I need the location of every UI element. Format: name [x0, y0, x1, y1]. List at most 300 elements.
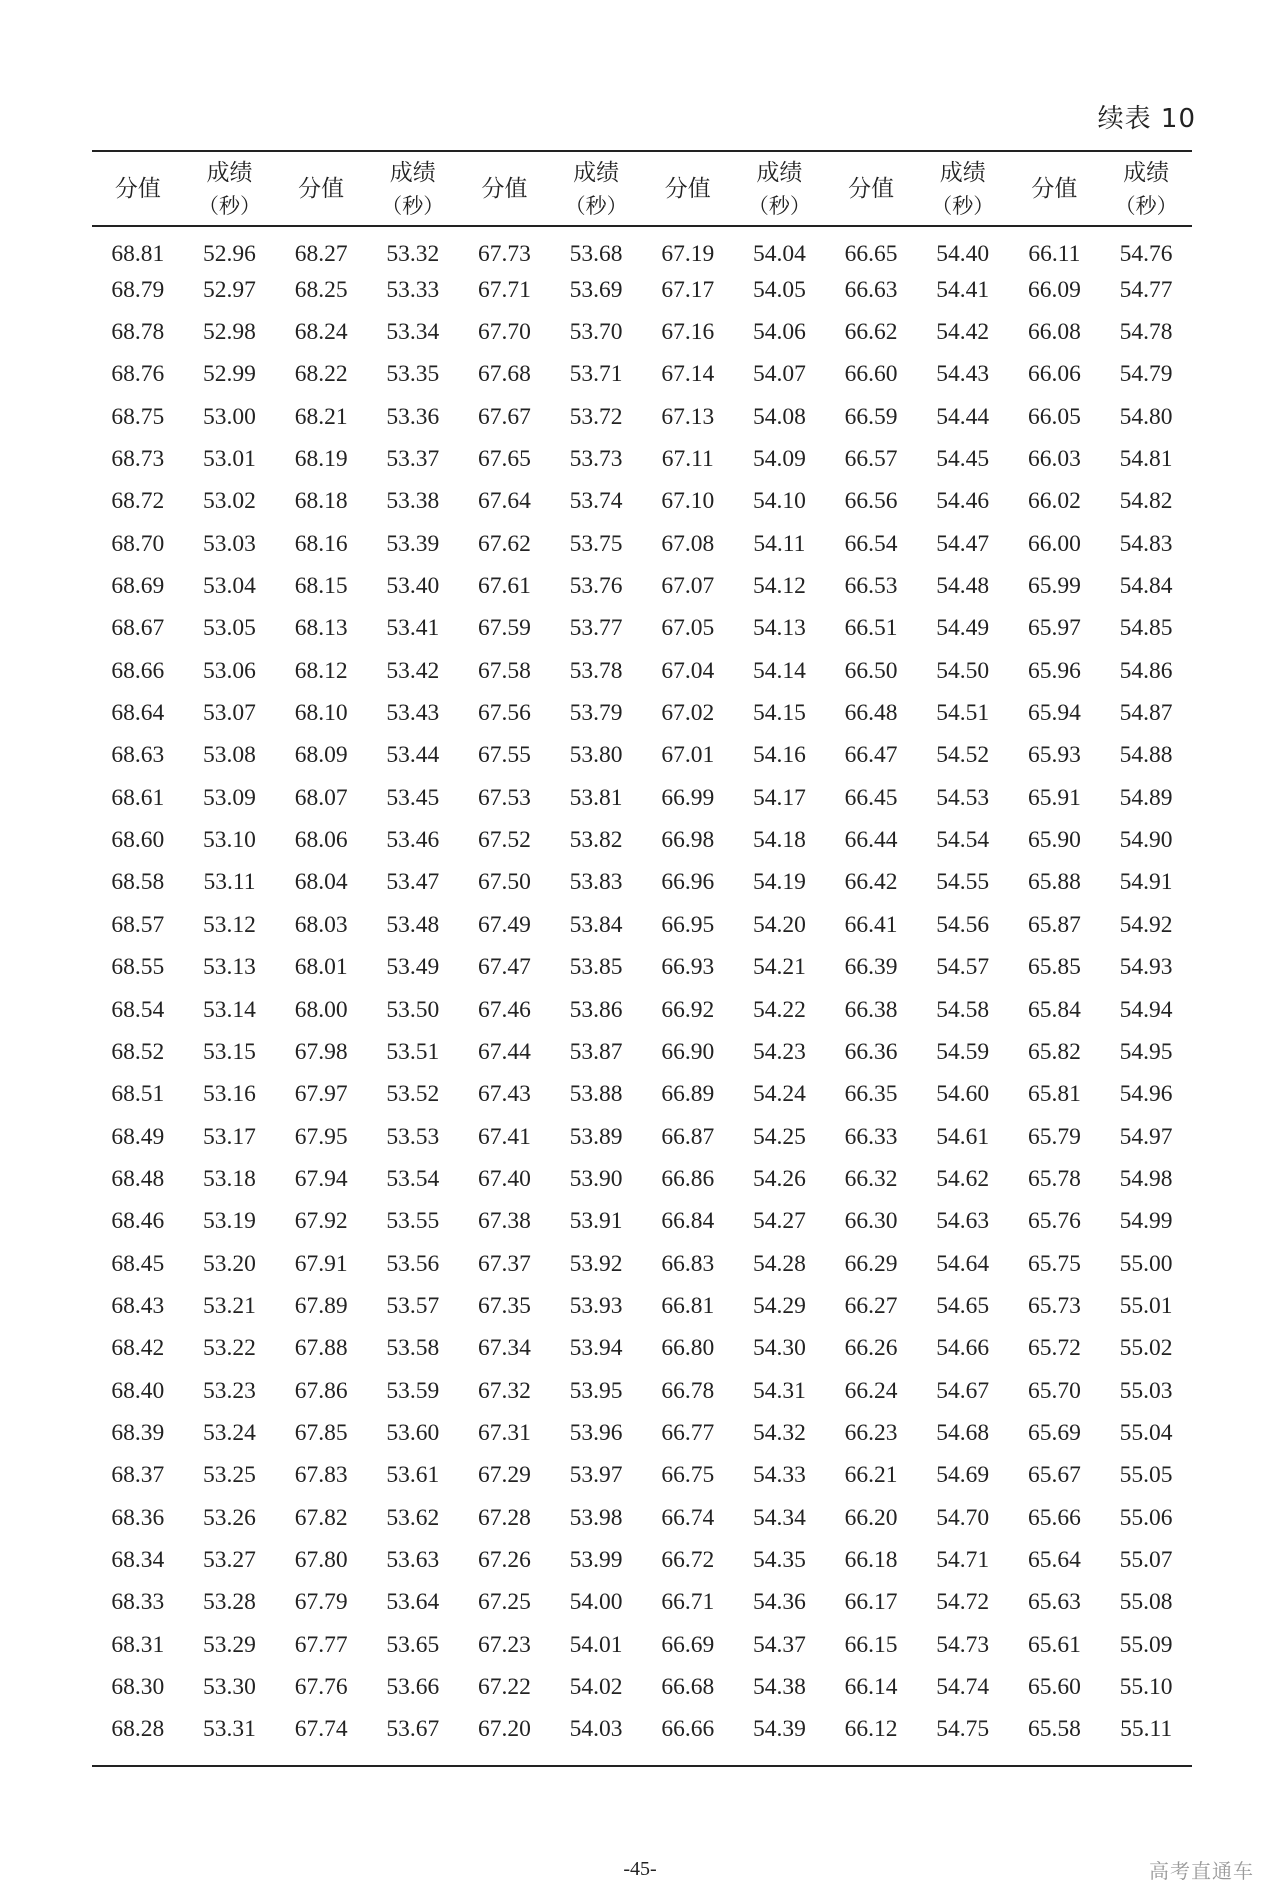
score-cell: 68.58 [111, 869, 165, 896]
time-cell: 54.39 [752, 1716, 806, 1743]
table-row [92, 650, 1192, 692]
time-cell: 53.96 [569, 1419, 623, 1446]
time-cell: 55.05 [1119, 1462, 1173, 1489]
score-cell: 67.76 [294, 1674, 348, 1701]
score-cell: 65.82 [1027, 1038, 1081, 1065]
score-cell: 67.35 [478, 1292, 531, 1319]
score-cell: 67.05 [661, 615, 715, 642]
score-cell: 67.11 [661, 446, 714, 473]
score-cell: 68.67 [111, 615, 165, 642]
time-cell: 53.64 [386, 1589, 440, 1616]
time-cell: 54.60 [936, 1081, 990, 1108]
time-cell: 53.58 [386, 1335, 440, 1362]
time-cell: 53.39 [386, 530, 440, 557]
score-cell: 68.06 [294, 827, 348, 854]
header-time [1100, 151, 1192, 226]
score-cell: 68.81 [111, 240, 165, 267]
time-cell: 53.12 [203, 911, 256, 938]
score-cell: 68.00 [294, 996, 348, 1023]
score-cell: 68.07 [294, 784, 348, 811]
score-cell: 66.71 [661, 1589, 715, 1616]
time-cell: 54.68 [936, 1419, 990, 1446]
table-row [92, 565, 1192, 607]
time-cell: 55.10 [1119, 1674, 1173, 1701]
header-unit: （秒） [564, 193, 628, 218]
header-unit: （秒） [381, 193, 445, 218]
time-cell: 53.54 [386, 1165, 440, 1192]
time-cell: 53.89 [569, 1123, 623, 1150]
score-cell: 67.43 [478, 1081, 531, 1108]
time-cell: 55.08 [1119, 1589, 1173, 1616]
header-label: 分值 [1031, 175, 1078, 202]
time-cell: 54.36 [752, 1589, 806, 1616]
score-cell: 67.68 [478, 361, 531, 388]
header-label: 分值 [114, 175, 161, 202]
score-cell: 66.27 [844, 1292, 898, 1319]
score-cell: 66.23 [844, 1419, 898, 1446]
header-label: 成绩 [573, 159, 620, 186]
time-cell: 53.23 [203, 1377, 256, 1404]
score-cell: 68.76 [111, 361, 165, 388]
score-cell: 66.95 [661, 911, 715, 938]
score-cell: 66.63 [844, 276, 898, 303]
time-cell: 53.50 [386, 996, 440, 1023]
score-cell: 67.73 [478, 240, 531, 267]
score-cell: 67.56 [478, 700, 531, 727]
score-cell: 66.15 [844, 1631, 898, 1658]
header-score [275, 151, 367, 226]
score-cell: 68.40 [111, 1377, 165, 1404]
table-body [92, 226, 1192, 1766]
header-score [459, 151, 551, 226]
score-cell: 65.97 [1027, 615, 1081, 642]
time-cell: 54.76 [1119, 240, 1173, 267]
time-cell: 54.95 [1119, 1038, 1173, 1065]
time-cell: 53.03 [203, 530, 256, 557]
score-cell: 66.24 [844, 1377, 898, 1404]
score-cell: 66.59 [844, 403, 898, 430]
time-cell: 53.08 [203, 742, 256, 769]
time-cell: 54.86 [1119, 657, 1173, 684]
score-cell: 67.31 [478, 1419, 531, 1446]
score-cell: 66.87 [661, 1123, 715, 1150]
score-cell: 67.16 [661, 319, 715, 346]
time-cell: 54.66 [936, 1335, 990, 1362]
time-cell: 53.78 [569, 657, 623, 684]
time-cell: 54.98 [1119, 1165, 1173, 1192]
time-cell: 54.84 [1119, 573, 1173, 600]
score-cell: 68.66 [111, 657, 165, 684]
time-cell: 54.21 [752, 954, 806, 981]
table-row [92, 1201, 1192, 1243]
time-cell: 54.61 [936, 1123, 990, 1150]
time-cell: 53.67 [386, 1716, 440, 1743]
time-cell: 54.28 [752, 1250, 806, 1277]
table-row [92, 692, 1192, 734]
header-label: 成绩 [939, 159, 986, 186]
header-time [550, 151, 642, 226]
time-cell: 54.35 [752, 1546, 806, 1573]
time-cell: 53.15 [203, 1038, 256, 1065]
time-cell: 53.60 [386, 1419, 440, 1446]
time-cell: 53.53 [386, 1123, 440, 1150]
table-row [92, 777, 1192, 819]
time-cell: 53.77 [569, 615, 623, 642]
time-cell: 53.57 [386, 1292, 440, 1319]
score-cell: 67.02 [661, 700, 715, 727]
table-caption: 续表 10 [1097, 104, 1196, 134]
score-cell: 66.96 [661, 869, 715, 896]
score-cell: 68.34 [111, 1546, 165, 1573]
score-cell: 66.47 [844, 742, 898, 769]
time-cell: 53.61 [386, 1462, 440, 1489]
time-cell: 53.92 [569, 1250, 623, 1277]
time-cell: 54.58 [936, 996, 990, 1023]
time-cell: 53.82 [569, 827, 623, 854]
time-cell: 53.02 [203, 488, 256, 515]
time-cell: 53.29 [203, 1631, 256, 1658]
score-cell: 68.78 [111, 319, 165, 346]
time-cell: 53.16 [203, 1081, 256, 1108]
header-label: 成绩 [756, 159, 803, 186]
score-cell: 68.45 [111, 1250, 165, 1277]
score-cell: 66.81 [661, 1292, 715, 1319]
time-cell: 53.45 [386, 784, 440, 811]
table-row [92, 523, 1192, 565]
time-cell: 54.04 [752, 240, 806, 267]
time-cell: 53.35 [386, 361, 440, 388]
score-cell: 65.79 [1027, 1123, 1081, 1150]
score-cell: 68.15 [294, 573, 348, 600]
score-cell: 67.19 [661, 240, 715, 267]
score-cell: 68.03 [294, 911, 348, 938]
score-cell: 66.05 [1027, 403, 1081, 430]
score-cell: 66.80 [661, 1335, 715, 1362]
time-cell: 54.59 [936, 1038, 990, 1065]
time-cell: 52.97 [203, 276, 256, 303]
table-row [92, 1624, 1192, 1666]
time-cell: 53.72 [569, 403, 623, 430]
score-cell: 68.39 [111, 1419, 165, 1446]
score-cell: 65.96 [1027, 657, 1081, 684]
time-cell: 53.91 [569, 1208, 623, 1235]
header-label: 分值 [848, 175, 895, 202]
score-cell: 66.98 [661, 827, 715, 854]
time-cell: 53.30 [203, 1674, 256, 1701]
table-row [92, 1709, 1192, 1766]
time-cell: 53.34 [386, 319, 440, 346]
time-cell: 53.51 [386, 1038, 440, 1065]
time-cell: 53.38 [386, 488, 440, 515]
time-cell: 53.66 [386, 1674, 440, 1701]
score-cell: 66.84 [661, 1208, 715, 1235]
score-cell: 68.27 [294, 240, 348, 267]
time-cell: 53.20 [203, 1250, 256, 1277]
score-cell: 68.60 [111, 827, 165, 854]
page-number: -45- [623, 1858, 657, 1880]
score-cell: 68.18 [294, 488, 348, 515]
time-cell: 55.03 [1119, 1377, 1173, 1404]
score-cell: 68.16 [294, 530, 348, 557]
header-unit: （秒） [747, 193, 811, 218]
score-cell: 66.29 [844, 1250, 898, 1277]
time-cell: 53.32 [386, 240, 440, 267]
score-cell: 68.28 [111, 1716, 165, 1743]
time-cell: 54.50 [936, 657, 990, 684]
time-cell: 53.90 [569, 1165, 623, 1192]
score-cell: 67.23 [478, 1631, 531, 1658]
score-cell: 67.61 [478, 573, 531, 600]
time-cell: 53.07 [203, 700, 256, 727]
time-cell: 53.73 [569, 446, 623, 473]
score-cell: 67.47 [478, 954, 531, 981]
time-cell: 54.78 [1119, 319, 1173, 346]
score-cell: 67.89 [294, 1292, 348, 1319]
time-cell: 54.51 [936, 700, 990, 727]
table-row [92, 1243, 1192, 1285]
time-cell: 54.42 [936, 319, 990, 346]
score-cell: 66.51 [844, 615, 898, 642]
time-cell: 53.87 [569, 1038, 623, 1065]
score-cell: 66.48 [844, 700, 898, 727]
score-cell: 66.20 [844, 1504, 898, 1531]
score-cell: 68.73 [111, 446, 165, 473]
time-cell: 54.41 [936, 276, 990, 303]
time-cell: 54.20 [752, 911, 806, 938]
score-cell: 67.55 [478, 742, 531, 769]
table-row [92, 438, 1192, 480]
score-cell: 65.99 [1027, 573, 1081, 600]
score-cell: 67.46 [478, 996, 531, 1023]
time-cell: 54.03 [569, 1716, 623, 1743]
watermark: 高考直通车 [1149, 1859, 1254, 1883]
time-cell: 54.92 [1119, 911, 1173, 938]
time-cell: 55.09 [1119, 1631, 1173, 1658]
time-cell: 53.13 [203, 954, 256, 981]
time-cell: 54.73 [936, 1631, 990, 1658]
score-cell: 66.26 [844, 1335, 898, 1362]
score-cell: 68.72 [111, 488, 165, 515]
score-cell: 67.49 [478, 911, 531, 938]
time-cell: 53.43 [386, 700, 440, 727]
time-cell: 54.25 [752, 1123, 806, 1150]
time-cell: 54.00 [569, 1589, 623, 1616]
time-cell: 54.55 [936, 869, 990, 896]
time-cell: 54.49 [936, 615, 990, 642]
table-row [92, 735, 1192, 777]
table-row [92, 947, 1192, 989]
score-cell: 66.78 [661, 1377, 715, 1404]
score-table [92, 150, 1192, 1767]
table-row [92, 1455, 1192, 1497]
score-cell: 65.72 [1027, 1335, 1081, 1362]
time-cell: 55.06 [1119, 1504, 1173, 1531]
score-cell: 66.83 [661, 1250, 715, 1277]
header-unit: （秒） [1114, 193, 1178, 218]
score-cell: 65.75 [1027, 1250, 1081, 1277]
time-cell: 54.07 [752, 361, 806, 388]
time-cell: 54.47 [936, 530, 990, 557]
score-cell: 66.12 [844, 1716, 898, 1743]
time-cell: 54.30 [752, 1335, 806, 1362]
time-cell: 53.11 [203, 869, 256, 896]
time-cell: 53.75 [569, 530, 623, 557]
time-cell: 54.31 [752, 1377, 806, 1404]
score-cell: 67.04 [661, 657, 715, 684]
time-cell: 53.00 [203, 403, 256, 430]
score-cell: 66.90 [661, 1038, 715, 1065]
score-cell: 67.98 [294, 1038, 348, 1065]
score-cell: 67.38 [478, 1208, 531, 1235]
score-cell: 67.20 [478, 1716, 531, 1743]
table-row [92, 1412, 1192, 1454]
time-cell: 53.99 [569, 1546, 623, 1573]
score-cell: 67.26 [478, 1546, 531, 1573]
score-cell: 68.49 [111, 1123, 165, 1150]
time-cell: 53.81 [569, 784, 623, 811]
time-cell: 53.56 [386, 1250, 440, 1277]
score-cell: 67.67 [478, 403, 531, 430]
score-cell: 67.85 [294, 1419, 348, 1446]
score-cell: 65.70 [1027, 1377, 1081, 1404]
score-cell: 68.13 [294, 615, 348, 642]
score-cell: 66.65 [844, 240, 898, 267]
time-cell: 53.74 [569, 488, 623, 515]
score-cell: 68.25 [294, 276, 348, 303]
table-row [92, 396, 1192, 438]
header-time [734, 151, 826, 226]
time-cell: 54.43 [936, 361, 990, 388]
score-cell: 66.11 [1028, 240, 1081, 267]
score-cell: 65.58 [1027, 1716, 1081, 1743]
time-cell: 54.34 [752, 1504, 806, 1531]
score-cell: 68.10 [294, 700, 348, 727]
time-cell: 54.75 [936, 1716, 990, 1743]
score-cell: 68.70 [111, 530, 165, 557]
time-cell: 54.77 [1119, 276, 1173, 303]
score-cell: 66.08 [1027, 319, 1081, 346]
time-cell: 53.79 [569, 700, 623, 727]
header-label: 成绩 [389, 159, 436, 186]
score-cell: 65.76 [1027, 1208, 1081, 1235]
score-cell: 67.08 [661, 530, 715, 557]
score-cell: 68.22 [294, 361, 348, 388]
score-cell: 66.38 [844, 996, 898, 1023]
score-cell: 67.25 [478, 1589, 531, 1616]
score-cell: 68.52 [111, 1038, 165, 1065]
table-row [92, 481, 1192, 523]
time-cell: 53.52 [386, 1081, 440, 1108]
time-cell: 54.32 [752, 1419, 806, 1446]
time-cell: 53.44 [386, 742, 440, 769]
time-cell: 53.47 [386, 869, 440, 896]
time-cell: 55.04 [1119, 1419, 1173, 1446]
score-cell: 68.57 [111, 911, 165, 938]
time-cell: 54.62 [936, 1165, 990, 1192]
score-cell: 67.52 [478, 827, 531, 854]
time-cell: 53.98 [569, 1504, 623, 1531]
table-row [92, 1285, 1192, 1327]
score-cell: 67.37 [478, 1250, 531, 1277]
score-cell: 68.48 [111, 1165, 165, 1192]
time-cell: 53.49 [386, 954, 440, 981]
score-cell: 67.40 [478, 1165, 531, 1192]
time-cell: 53.06 [203, 657, 256, 684]
time-cell: 53.84 [569, 911, 623, 938]
score-cell: 67.94 [294, 1165, 348, 1192]
time-cell: 54.56 [936, 911, 990, 938]
time-cell: 54.69 [936, 1462, 990, 1489]
score-cell: 65.84 [1027, 996, 1081, 1023]
header-score [92, 151, 184, 226]
time-cell: 53.80 [569, 742, 623, 769]
time-cell: 53.14 [203, 996, 256, 1023]
time-cell: 54.82 [1119, 488, 1173, 515]
score-cell: 68.24 [294, 319, 348, 346]
score-cell: 68.31 [111, 1631, 165, 1658]
table-row [92, 904, 1192, 946]
score-cell: 65.73 [1027, 1292, 1081, 1319]
score-cell: 67.01 [661, 742, 715, 769]
time-cell: 55.01 [1119, 1292, 1173, 1319]
table-row [92, 1370, 1192, 1412]
score-cell: 66.68 [661, 1674, 715, 1701]
score-cell: 68.79 [111, 276, 165, 303]
score-cell: 66.62 [844, 319, 898, 346]
score-cell: 68.30 [111, 1674, 165, 1701]
score-cell: 67.82 [294, 1504, 348, 1531]
score-cell: 67.77 [294, 1631, 348, 1658]
score-cell: 66.41 [844, 911, 898, 938]
score-cell: 67.50 [478, 869, 531, 896]
score-cell: 68.64 [111, 700, 165, 727]
time-cell: 54.90 [1119, 827, 1173, 854]
time-cell: 54.22 [752, 996, 806, 1023]
time-cell: 54.17 [752, 784, 806, 811]
score-cell: 67.14 [661, 361, 715, 388]
time-cell: 54.16 [752, 742, 806, 769]
time-cell: 54.11 [753, 530, 806, 557]
time-cell: 54.72 [936, 1589, 990, 1616]
score-cell: 67.34 [478, 1335, 531, 1362]
table-row [92, 226, 1192, 269]
time-cell: 55.11 [1120, 1716, 1173, 1743]
score-cell: 67.13 [661, 403, 715, 430]
score-cell: 68.19 [294, 446, 348, 473]
score-cell: 65.85 [1027, 954, 1081, 981]
score-cell: 66.09 [1027, 276, 1081, 303]
time-cell: 54.89 [1119, 784, 1173, 811]
time-cell: 53.01 [203, 446, 256, 473]
time-cell: 54.87 [1119, 700, 1173, 727]
time-cell: 54.15 [752, 700, 806, 727]
time-cell: 53.17 [203, 1123, 256, 1150]
score-cell: 66.50 [844, 657, 898, 684]
score-cell: 67.59 [478, 615, 531, 642]
time-cell: 55.02 [1119, 1335, 1173, 1362]
score-cell: 67.83 [294, 1462, 348, 1489]
score-cell: 67.88 [294, 1335, 348, 1362]
time-cell: 53.55 [386, 1208, 440, 1235]
score-cell: 67.79 [294, 1589, 348, 1616]
score-cell: 67.53 [478, 784, 531, 811]
time-cell: 54.94 [1119, 996, 1173, 1023]
score-cell: 66.14 [844, 1674, 898, 1701]
table-row [92, 1116, 1192, 1158]
header-label: 成绩 [1123, 159, 1170, 186]
header-row [92, 151, 1192, 226]
time-cell: 52.96 [203, 240, 256, 267]
